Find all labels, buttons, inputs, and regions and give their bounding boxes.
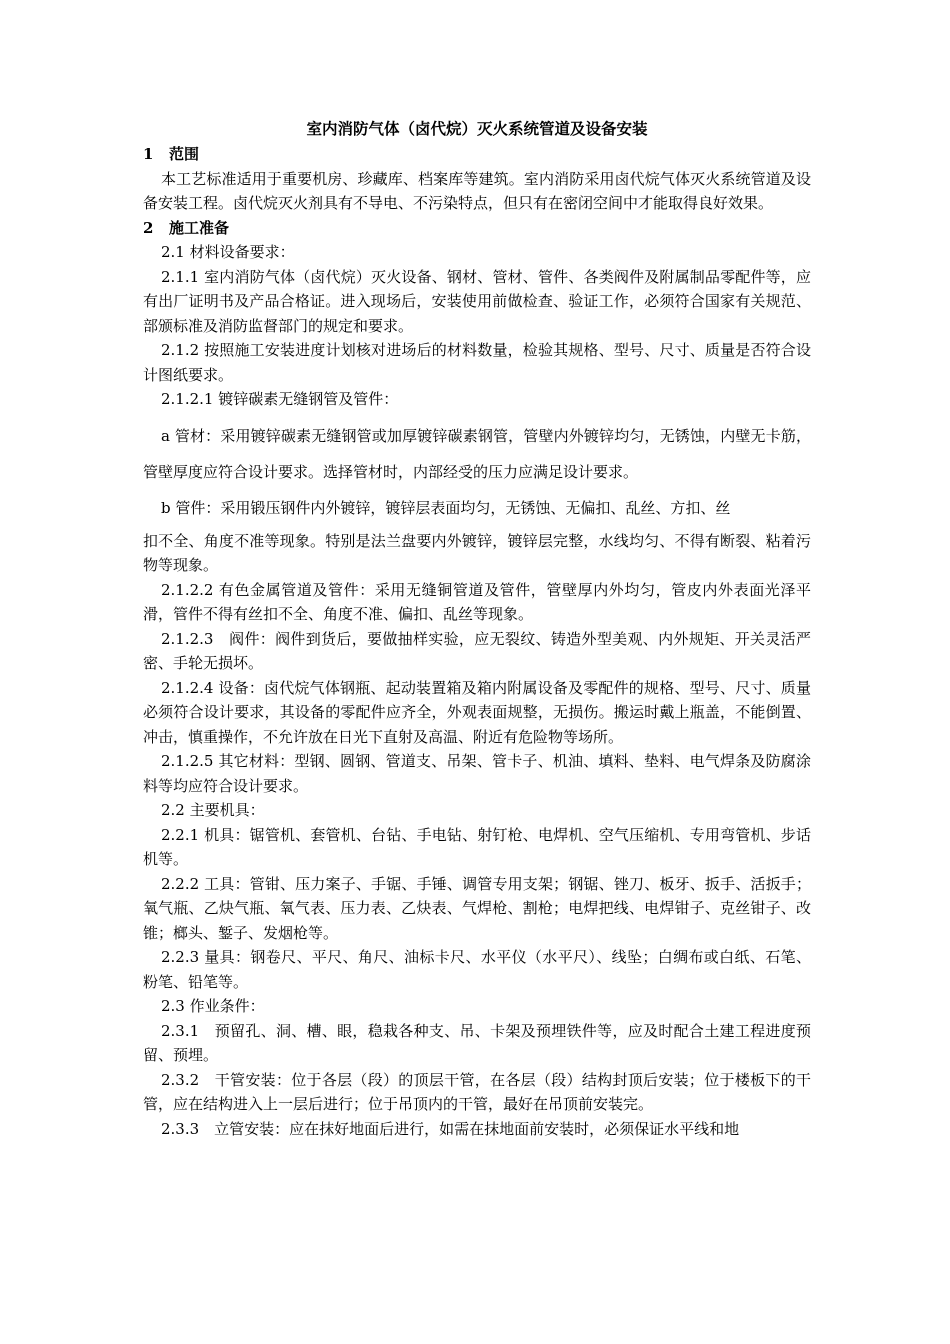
paragraph-2-2-2: 2.2.2 工具：管钳、压力案子、手锯、手锤、调管专用支架；钢锯、锉刀、板牙、扳手、活扳手；氧气瓶、乙炔气瓶、氧气表、压力表、乙炔表、气焊枪、割枪；电焊把线、电焊钳子、克丝钳子、改锥；榔头、錾子、发烟枪等。 xyxy=(143,874,811,942)
paragraph-2-1-2-2: 2.1.2.2 有色金属管道及管件：采用无缝铜管道及管件，管壁厚内外均匀，管皮内外表面光泽平滑，管件不得有丝扣不全、角度不准、偏扣、乱丝等现象。 xyxy=(143,580,811,623)
paragraph-2-1: 2.1 材料设备要求： xyxy=(161,243,295,261)
paragraph-2-2-3: 2.2.3 量具：钢卷尺、平尺、角尺、油标卡尺、水平仪（水平尺）、线坠；白绸布或白纸、石笔、粉笔、铅笔等。 xyxy=(143,948,811,991)
paragraph-scope: 本工艺标准适用于重要机房、珍藏库、档案库等建筑。室内消防采用卤代烷气体灭火系统管道及设备安装工程。卤代烷灭火剂具有不导电、不污染特点，但只有在密闭空间中才能取得良好效果。 xyxy=(143,169,811,212)
paragraph-2-2: 2.2 主要机具： xyxy=(161,801,265,819)
paragraph-2-3-2: 2.3.2 干管安装：位于各层（段）的顶层干管，在各层（段）结构封顶后安装；位于楼板下的干管，应在结构进入上一层后进行；位于吊顶内的干管，最好在吊顶前安装完。 xyxy=(143,1070,811,1113)
paragraph-2-3: 2.3 作业条件： xyxy=(161,997,265,1015)
paragraph-2-3-1: 2.3.1 预留孔、洞、槽、眼，稳栽各种支、吊、卡架及预埋铁件等，应及时配合土建工程进度预留、预埋。 xyxy=(143,1021,811,1064)
paragraph-2-1-2-4: 2.1.2.4 设备：卤代烷气体钢瓶、起动装置箱及箱内附属设备及零配件的规格、型号、尺寸、质量必须符合设计要求，其设备的零配件应齐全，外观表面规整，无损伤。搬运时戴上瓶盖，不能倒置、冲击，慎重操作，不允许放在日光下直射及高温、附近有危险物等场所。 xyxy=(143,678,811,746)
paragraph-2-3-3: 2.3.3 立管安装：应在抹好地面后进行，如需在抹地面前安装时，必须保证水平线和地 xyxy=(161,1119,740,1138)
section-heading-1 xyxy=(143,142,811,167)
document-page xyxy=(143,116,811,1141)
section-number: 2 xyxy=(143,218,154,237)
section-title: 范围 xyxy=(169,145,200,163)
section-number: 1 xyxy=(143,145,154,163)
paragraph-2-1-1: 2.1.1 室内消防气体（卤代烷）灭火设备、钢材、管材、管件、各类阀件及附属制品零配件等，应有出厂证明书及产品合格证。进入现场后，安装使用前做检查、验证工作，必须符合国家有关规范、部颁标准及消防监督部门的规定和要求。 xyxy=(143,267,811,335)
paragraph-item-b-line2: 扣不全、角度不准等现象。特别是法兰盘要内外镀锌，镀锌层完整，水线均匀、不得有断裂、粘着污物等现象。 xyxy=(143,531,811,574)
document-title: 室内消防气体（卤代烷）灭火系统管道及设备安装 xyxy=(306,119,648,138)
paragraph-2-1-2-3: 2.1.2.3 阀件：阀件到货后，要做抽样实验，应无裂纹、铸造外型美观、内外规矩、开关灵活严密、手轮无损坏。 xyxy=(143,629,811,672)
paragraph-item-b-line1: b 管件：采用锻压钢件内外镀锌，镀锌层表面均匀，无锈蚀、无偏扣、乱丝、方扣、丝 xyxy=(161,498,731,517)
paragraph-2-1-2-5: 2.1.2.5 其它材料：型钢、圆钢、管道支、吊架、管卡子、机油、填料、垫料、电气焊条及防腐涂料等均应符合设计要求。 xyxy=(143,752,811,795)
section-title: 施工准备 xyxy=(169,218,230,237)
section-heading-2 xyxy=(143,216,811,241)
paragraph-2-1-2: 2.1.2 按照施工安装进度计划核对进场后的材料数量，检验其规格、型号、尺寸、质量是否符合设计图纸要求。 xyxy=(143,341,811,384)
paragraph-item-a: a 管材：采用镀锌碳素无缝钢管或加厚镀锌碳素钢管，管壁内外镀锌均匀，无锈蚀，内壁无卡筋，管壁厚度应符合设计要求。选择管材时，内部经受的压力应满足设计要求。 xyxy=(143,426,811,481)
paragraph-2-2-1: 2.2.1 机具：锯管机、套管机、台钻、手电钻、射钉枪、电焊机、空气压缩机、专用弯管机、步话机等。 xyxy=(143,825,811,868)
paragraph-2-1-2-1: 2.1.2.1 镀锌碳素无缝钢管及管件： xyxy=(161,390,399,408)
